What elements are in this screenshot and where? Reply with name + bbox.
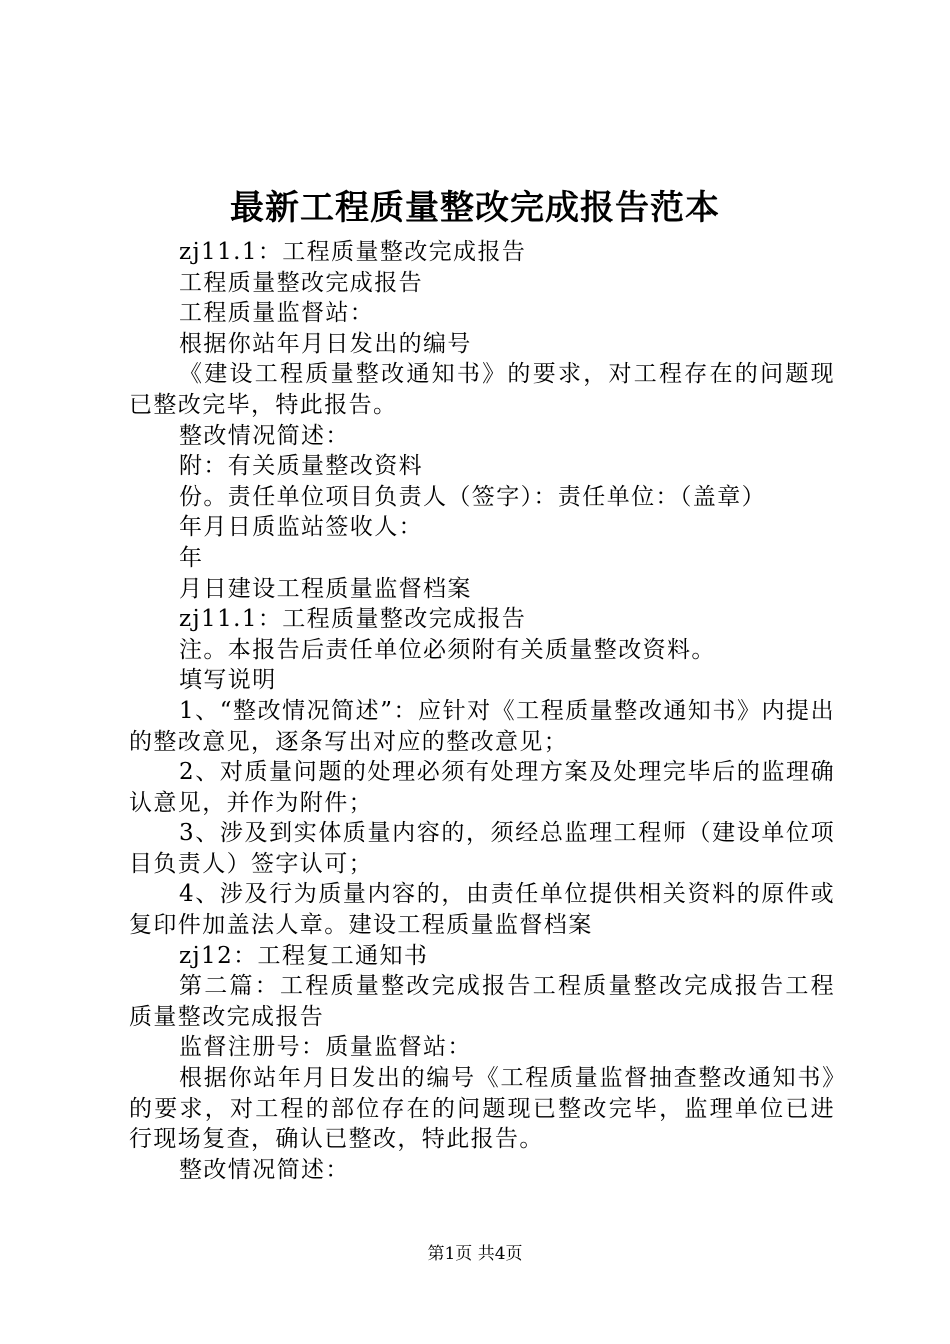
document-title: 最新工程质量整改完成报告范本 [230,188,720,228]
paragraph: zj11.1：工程质量整改完成报告 [179,239,527,265]
paragraph: 整改情况简述： [179,1156,350,1183]
paragraph: 年月日质监站签收人： [179,514,423,541]
paragraph: 注。本报告后责任单位必须附有关质量整改资料。 [179,636,716,663]
document-body [129,237,835,1185]
paragraph: 月日建设工程质量监督档案 [179,575,472,602]
paragraph: 根据你站年月日发出的编号《工程质量监督抽查整改通知书》的要求，对工程的部位存在的问题现已整改完毕，监理单位已进行现场复查，确认已整改，特此报告。 [129,1065,835,1153]
paragraph: 《建设工程质量整改通知书》的要求，对工程存在的问题现已整改完毕，特此报告。 [129,361,835,418]
paragraph: 2、对质量问题的处理必须有处理方案及处理完毕后的监理确认意见，并作为附件； [129,759,835,816]
paragraph: 工程质量整改完成报告 [179,269,423,296]
paragraph: zj12：工程复工通知书 [179,942,429,969]
paragraph: 根据你站年月日发出的编号 [179,330,472,357]
paragraph: 3、涉及到实体质量内容的，须经总监理工程师（建设单位项目负责人）签字认可； [129,820,835,877]
paragraph: 份。责任单位项目负责人（签字）：责任单位：（盖章） [179,483,766,510]
paragraph: 附：有关质量整改资料 [179,453,423,480]
paragraph: 监督注册号：质量监督站： [179,1034,472,1061]
paragraph: 4、涉及行为质量内容的，由责任单位提供相关资料的原件或复印件加盖法人章。建设工程质量监督档案 [129,881,835,939]
paragraph: 1、“整改情况简述”：应针对《工程质量整改通知书》内提出的整改意见，逐条写出对应的整改意见； [129,697,835,755]
page-footer: 第1页 共4页 [427,1244,523,1264]
paragraph: 填写说明 [179,667,277,694]
paragraph: 整改情况简述： [179,422,350,449]
paragraph: 工程质量监督站： [179,300,375,327]
paragraph: 第二篇：工程质量整改完成报告工程质量整改完成报告工程质量整改完成报告 [129,973,835,1030]
paragraph: 年 [179,544,204,571]
paragraph: zj11.1：工程质量整改完成报告 [179,606,527,633]
